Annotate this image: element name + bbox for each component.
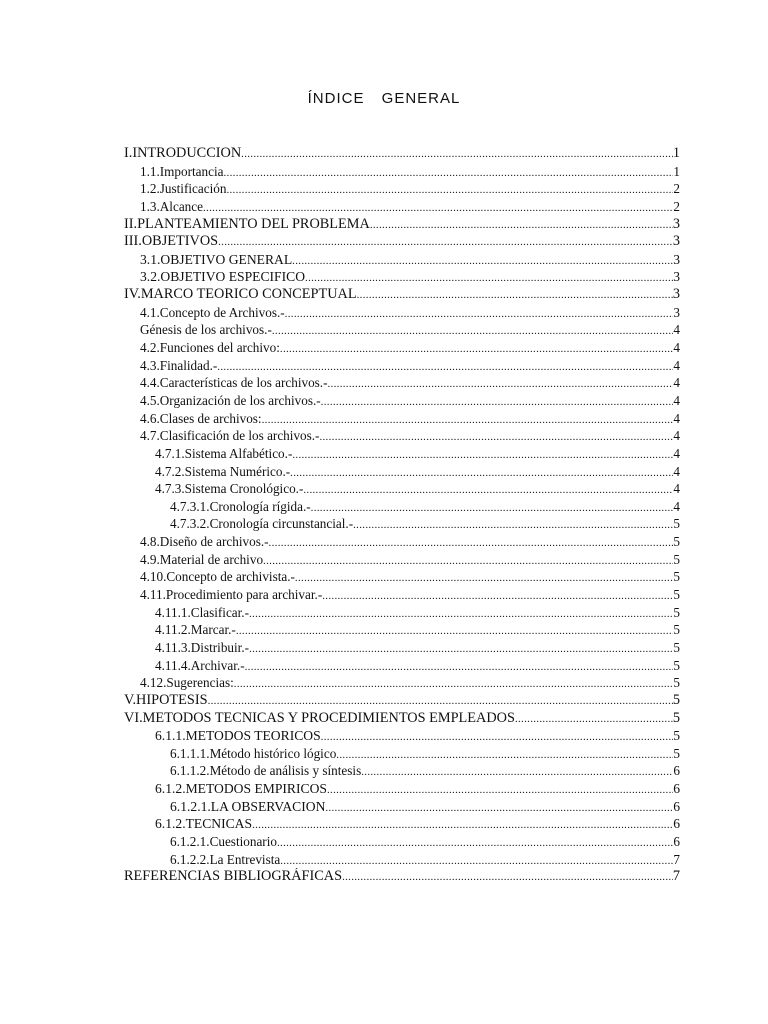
toc-entry-label: 1.2.Justificación	[140, 181, 227, 197]
dot-leader	[236, 623, 674, 639]
toc-entry	[124, 621, 680, 639]
dot-leader	[277, 835, 673, 851]
toc-entry	[124, 692, 680, 710]
toc-entry	[124, 604, 680, 622]
dot-leader	[218, 234, 673, 251]
toc-entry	[124, 180, 680, 198]
toc-entry-page-number: 4	[673, 481, 680, 497]
dot-leader	[321, 394, 674, 410]
toc-entry-label: 4.1.Concepto de Archivos.-	[140, 304, 285, 320]
toc-entry-page-number: 5	[672, 709, 680, 726]
toc-entry-page-number: 5	[673, 551, 680, 567]
dot-leader	[203, 200, 673, 216]
dot-leader	[217, 359, 673, 375]
toc-entry-page-number: 3	[672, 215, 680, 232]
toc-entry-page-number: 4	[673, 498, 680, 514]
toc-entry	[124, 657, 680, 675]
dot-leader	[269, 535, 674, 551]
toc-entry-page-number: 3	[673, 251, 680, 267]
toc-entry-page-number: 4	[673, 410, 680, 426]
dot-leader	[328, 376, 674, 392]
toc-entry	[124, 727, 680, 745]
toc-entry-label: VI.METODOS TECNICAS Y PROCEDIMIENTOS EMPLEADOS	[124, 709, 515, 726]
toc-entry-page-number: 4	[673, 340, 680, 356]
toc-entry-page-number: 5	[672, 691, 680, 708]
toc-entry-page-number: 3	[672, 286, 680, 303]
toc-entry-label: 4.11.2.Marcar.-	[155, 622, 236, 638]
toc-entry-label: I.INTRODUCCION	[124, 145, 242, 161]
toc-entry-label: 4.11.Procedimiento para archivar.-	[140, 587, 323, 603]
toc-entry	[124, 216, 680, 234]
toc-entry-label: 4.7.1.Sistema Alfabético.-	[155, 445, 293, 461]
toc-entry	[124, 410, 680, 428]
toc-entry	[124, 304, 680, 322]
dot-leader	[295, 570, 673, 586]
dot-leader	[280, 853, 673, 869]
toc-entry	[124, 445, 680, 463]
toc-entry-page-number: 1	[672, 145, 680, 161]
toc-entry-page-number: 1	[673, 163, 680, 179]
toc-entry	[124, 392, 680, 410]
toc-entry-label: 1.1.Importancia	[140, 163, 224, 179]
toc-entry-page-number: 5	[673, 639, 680, 655]
toc-entry	[124, 551, 680, 569]
toc-entry-label: 3.1.OBJETIVO GENERAL	[140, 251, 293, 267]
toc-entry-label: III.OBJETIVOS	[124, 233, 219, 250]
dot-leader	[280, 341, 674, 357]
toc-entry	[124, 745, 680, 763]
dot-leader	[241, 146, 673, 163]
toc-entry-label: 4.10.Concepto de archivista.-	[140, 569, 295, 585]
toc-entry-page-number: 7	[672, 868, 680, 885]
dot-leader	[285, 306, 674, 322]
dot-leader	[252, 817, 673, 833]
toc-entry	[124, 851, 680, 869]
toc-entry	[124, 815, 680, 833]
toc-entry-label: 4.11.1.Clasificar.-	[155, 604, 249, 620]
toc-entry	[124, 145, 680, 163]
toc-entry-label: IV.MARCO TEORICO CONCEPTUAL	[124, 286, 357, 303]
toc-entry	[124, 833, 680, 851]
toc-entry-page-number: 6	[673, 833, 680, 849]
toc-entry-page-number: 5	[673, 622, 680, 638]
toc-entry-page-number: 4	[673, 463, 680, 479]
toc-entry-label: 4.6.Clases de archivos:	[140, 410, 262, 426]
toc-entry-page-number: 6	[673, 798, 680, 814]
toc-entry-page-number: 5	[673, 534, 680, 550]
toc-entry-label: 4.7.3.2.Cronología circunstancial.-	[170, 516, 354, 532]
dot-leader	[272, 323, 674, 339]
toc-entry	[124, 339, 680, 357]
toc-entry-label: 4.7.Clasificación de los archivos.-	[140, 428, 320, 444]
dot-leader	[208, 693, 673, 710]
toc-entry-page-number: 7	[673, 851, 680, 867]
toc-entry	[124, 762, 680, 780]
dot-leader	[321, 729, 674, 745]
dot-leader	[234, 676, 674, 692]
toc-entry-page-number: 4	[673, 322, 680, 338]
toc-entry-page-number: 4	[673, 392, 680, 408]
toc-entry-label: 6.1.2.1.LA OBSERVACION	[170, 798, 326, 814]
toc-entry-label: 1.3.Alcance	[140, 198, 203, 214]
toc-entry-label: 6.1.2.METODOS EMPIRICOS	[155, 781, 327, 797]
toc-entry-label: 4.7.2.Sistema Numérico.-	[155, 463, 291, 479]
dot-leader	[303, 482, 673, 498]
toc-entry-page-number: 2	[673, 198, 680, 214]
toc-entry	[124, 268, 680, 286]
toc-entry	[124, 515, 680, 533]
toc-entry	[124, 868, 680, 886]
toc-entry-label: 4.7.3.1.Cronología rígida.-	[170, 498, 311, 514]
toc-entry	[124, 639, 680, 657]
dot-leader	[515, 711, 673, 728]
toc-entry	[124, 321, 680, 339]
toc-entry-label: 6.1.1.METODOS TEORICOS	[155, 728, 321, 744]
toc-entry-page-number: 5	[673, 516, 680, 532]
dot-leader	[226, 182, 673, 198]
toc-entry	[124, 480, 680, 498]
dot-leader	[245, 659, 674, 675]
dot-leader	[325, 800, 673, 816]
toc-entry	[124, 374, 680, 392]
toc-entry-label: 4.2.Funciones del archivo:	[140, 340, 280, 356]
dot-leader	[311, 500, 674, 516]
dot-leader	[361, 764, 673, 780]
dot-leader	[336, 747, 673, 763]
toc-entry-label: 6.1.1.2.Método de análisis y síntesis	[170, 763, 362, 779]
toc-entry	[124, 586, 680, 604]
toc-entry-label: 4.7.3.Sistema Cronológico.-	[155, 481, 304, 497]
toc-entry-label: REFERENCIAS BIBLIOGRÁFICAS	[124, 868, 343, 885]
toc-entry-page-number: 3	[673, 269, 680, 285]
toc-entry-label: 6.1.2.TECNICAS	[155, 816, 253, 832]
toc-entry-label: 6.1.2.2.La Entrevista	[170, 851, 281, 867]
toc-entry-page-number: 5	[673, 604, 680, 620]
toc-entry-page-number: 2	[673, 181, 680, 197]
dot-leader	[327, 782, 673, 798]
toc-entry-label: II.PLANTEAMIENTO DEL PROBLEMA	[124, 215, 370, 232]
toc-entry	[124, 533, 680, 551]
dot-leader	[249, 606, 673, 622]
toc-entry-label: 4.11.3.Distribuir.-	[155, 639, 250, 655]
toc-entry	[124, 163, 680, 181]
dot-leader	[290, 465, 673, 481]
toc-entry-label: Génesis de los archivos.-	[140, 322, 272, 338]
index-title: ÍNDICE GENERAL	[307, 90, 461, 107]
toc-entry-label: 4.3.Finalidad.-	[140, 357, 218, 373]
toc-entry	[124, 798, 680, 816]
toc-entry-label: 4.4.Características de los archivos.-	[140, 375, 328, 391]
toc-entry	[124, 710, 680, 728]
dot-leader	[319, 429, 673, 445]
toc-entry-label: 4.9.Material de archivo	[140, 551, 264, 567]
toc-entry-label: 4.11.4.Archivar.-	[155, 657, 245, 673]
toc-entry-page-number: 5	[673, 745, 680, 761]
toc-entry-label: 4.5.Organización de los archivos.-	[140, 392, 321, 408]
toc-entry-page-number: 5	[673, 675, 680, 691]
toc-entry-label: 6.1.2.1.Cuestionario	[170, 833, 277, 849]
toc-entry-page-number: 4	[673, 375, 680, 391]
dot-leader	[370, 217, 673, 234]
toc-entry	[124, 568, 680, 586]
dot-leader	[249, 641, 673, 657]
toc-entry	[124, 198, 680, 216]
toc-entry-page-number: 5	[673, 569, 680, 585]
dot-leader	[292, 447, 673, 463]
toc-entry-page-number: 4	[673, 428, 680, 444]
toc-entry-label: 3.2.OBJETIVO ESPECIFICO	[140, 269, 306, 285]
toc-entry-page-number: 5	[673, 728, 680, 744]
toc-entry	[124, 780, 680, 798]
toc-entry-page-number: 6	[673, 816, 680, 832]
dot-leader	[292, 253, 673, 269]
toc-entry-page-number: 3	[672, 233, 680, 250]
toc-entry-page-number: 4	[673, 445, 680, 461]
toc-entry	[124, 251, 680, 269]
toc-entry	[124, 233, 680, 251]
toc-entry-page-number: 5	[673, 657, 680, 673]
toc-entry-label: 6.1.1.1.Método histórico lógico	[170, 745, 337, 761]
dot-leader	[353, 517, 673, 533]
dot-leader	[262, 412, 674, 428]
toc-entry-label: 4.12.Sugerencias:	[140, 675, 234, 691]
toc-entry-page-number: 6	[673, 781, 680, 797]
dot-leader	[305, 270, 673, 286]
toc-entry-page-number: 5	[673, 587, 680, 603]
toc-entry	[124, 286, 680, 304]
dot-leader	[357, 287, 673, 304]
dot-leader	[322, 588, 673, 604]
toc-entry	[124, 357, 680, 375]
toc-entry	[124, 674, 680, 692]
toc-entry-label: V.HIPOTESIS	[124, 691, 208, 708]
toc-entry-page-number: 3	[673, 304, 680, 320]
toc-entry	[124, 463, 680, 481]
toc-entry	[124, 427, 680, 445]
table-of-contents	[124, 145, 680, 886]
dot-leader	[342, 869, 673, 886]
dot-leader	[263, 553, 673, 569]
toc-entry	[124, 498, 680, 516]
toc-entry-label: 4.8.Diseño de archivos.-	[140, 534, 269, 550]
toc-entry-page-number: 4	[673, 357, 680, 373]
dot-leader	[224, 165, 674, 181]
toc-entry-page-number: 6	[673, 763, 680, 779]
